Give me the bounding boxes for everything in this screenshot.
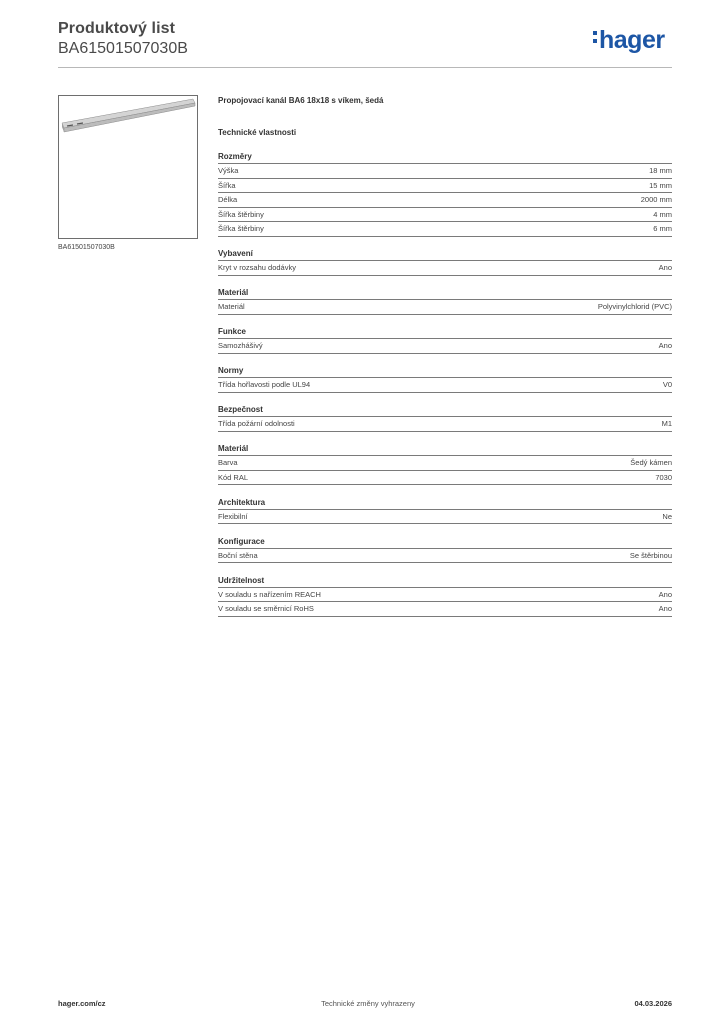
spec-row bbox=[218, 193, 672, 208]
spec-label: Boční stěna bbox=[218, 550, 258, 560]
footer-note: Technické změny vyhrazeny bbox=[321, 999, 415, 1008]
logo-text: hager bbox=[599, 26, 665, 54]
spec-value: Ano bbox=[658, 263, 672, 273]
product-name: Propojovací kanál BA6 18x18 s víkem, šedá bbox=[218, 96, 384, 105]
spec-value: Šedý kámen bbox=[630, 458, 672, 468]
spec-row bbox=[218, 549, 672, 564]
spec-group bbox=[218, 404, 672, 432]
group-title: Bezpečnost bbox=[218, 404, 672, 417]
spec-group bbox=[218, 248, 672, 276]
spec-value: 15 mm bbox=[649, 180, 672, 190]
spec-row bbox=[218, 179, 672, 194]
spec-value: 18 mm bbox=[649, 166, 672, 175]
image-caption: BA61501507030B bbox=[58, 244, 115, 251]
spec-group bbox=[218, 536, 672, 564]
spec-row bbox=[218, 164, 672, 179]
spec-label: Šířka bbox=[218, 180, 236, 190]
spec-label: Třída hořlavosti podle UL94 bbox=[218, 380, 311, 390]
spec-row bbox=[218, 222, 672, 237]
spec-label: Samozhášivý bbox=[218, 341, 263, 351]
spec-label: Barva bbox=[218, 458, 238, 468]
spec-row bbox=[218, 378, 672, 393]
group-title: Materiál bbox=[218, 443, 672, 456]
section-title: Technické vlastnosti bbox=[218, 128, 297, 137]
spec-row bbox=[218, 471, 672, 486]
footer-date: 04.03.2026 bbox=[634, 999, 672, 1008]
group-title: Funkce bbox=[218, 326, 672, 339]
spec-group bbox=[218, 326, 672, 354]
product-image bbox=[58, 95, 198, 239]
hager-logo bbox=[593, 28, 665, 53]
spec-row bbox=[218, 510, 672, 525]
spec-label: V souladu s nařízením REACH bbox=[218, 589, 321, 599]
spec-row bbox=[218, 300, 672, 315]
spec-group bbox=[218, 497, 672, 525]
spec-value: Ano bbox=[658, 589, 672, 599]
spec-value: Se štěrbinou bbox=[629, 550, 672, 560]
group-title: Vybavení bbox=[218, 248, 672, 261]
footer-website: hager.com/cz bbox=[58, 999, 106, 1008]
spec-group bbox=[218, 365, 672, 393]
spec-value: 7030 bbox=[655, 472, 672, 482]
spec-label: Šířka štěrbiny bbox=[218, 224, 264, 234]
spec-label: Materiál bbox=[218, 302, 245, 312]
spec-value: V0 bbox=[662, 380, 672, 390]
spec-value: 4 mm bbox=[653, 209, 672, 219]
spec-value: Ano bbox=[658, 341, 672, 351]
group-title: Rozměry bbox=[218, 151, 672, 164]
spec-group bbox=[218, 575, 672, 617]
spec-label: Šířka štěrbiny bbox=[218, 209, 264, 219]
spec-content bbox=[218, 96, 672, 628]
spec-label: Výška bbox=[218, 166, 239, 175]
spec-value: Ano bbox=[658, 604, 672, 614]
page-title: Produktový list bbox=[58, 20, 176, 37]
product-code: BA61501507030B bbox=[58, 40, 188, 57]
group-title: Normy bbox=[218, 365, 672, 378]
group-title: Architektura bbox=[218, 497, 672, 510]
spec-group bbox=[218, 287, 672, 315]
spec-value: 2000 mm bbox=[640, 195, 672, 205]
spec-group bbox=[218, 151, 672, 237]
spec-group bbox=[218, 443, 672, 485]
spec-row bbox=[218, 208, 672, 223]
spec-value: M1 bbox=[661, 419, 672, 429]
spec-row bbox=[218, 602, 672, 617]
spec-label: V souladu se směrnicí RoHS bbox=[218, 604, 314, 614]
cable-duct-icon bbox=[59, 96, 197, 238]
spec-groups bbox=[218, 151, 672, 617]
spec-label: Kód RAL bbox=[218, 472, 249, 482]
spec-value: 6 mm bbox=[653, 224, 672, 234]
header-divider bbox=[58, 67, 672, 68]
spec-row bbox=[218, 456, 672, 471]
spec-label: Kryt v rozsahu dodávky bbox=[218, 263, 296, 273]
spec-row bbox=[218, 261, 672, 276]
spec-label: Třída požární odolnosti bbox=[218, 419, 295, 429]
spec-label: Flexibilní bbox=[218, 511, 248, 521]
group-title: Konfigurace bbox=[218, 536, 672, 549]
spec-label: Délka bbox=[218, 195, 238, 205]
group-title: Materiál bbox=[218, 287, 672, 300]
spec-row bbox=[218, 588, 672, 603]
spec-row bbox=[218, 417, 672, 432]
spec-row bbox=[218, 339, 672, 354]
spec-value: Ne bbox=[662, 511, 672, 521]
group-title: Udržitelnost bbox=[218, 575, 672, 588]
logo-dots-icon bbox=[593, 28, 599, 47]
spec-value: Polyvinylchlorid (PVC) bbox=[597, 302, 672, 312]
